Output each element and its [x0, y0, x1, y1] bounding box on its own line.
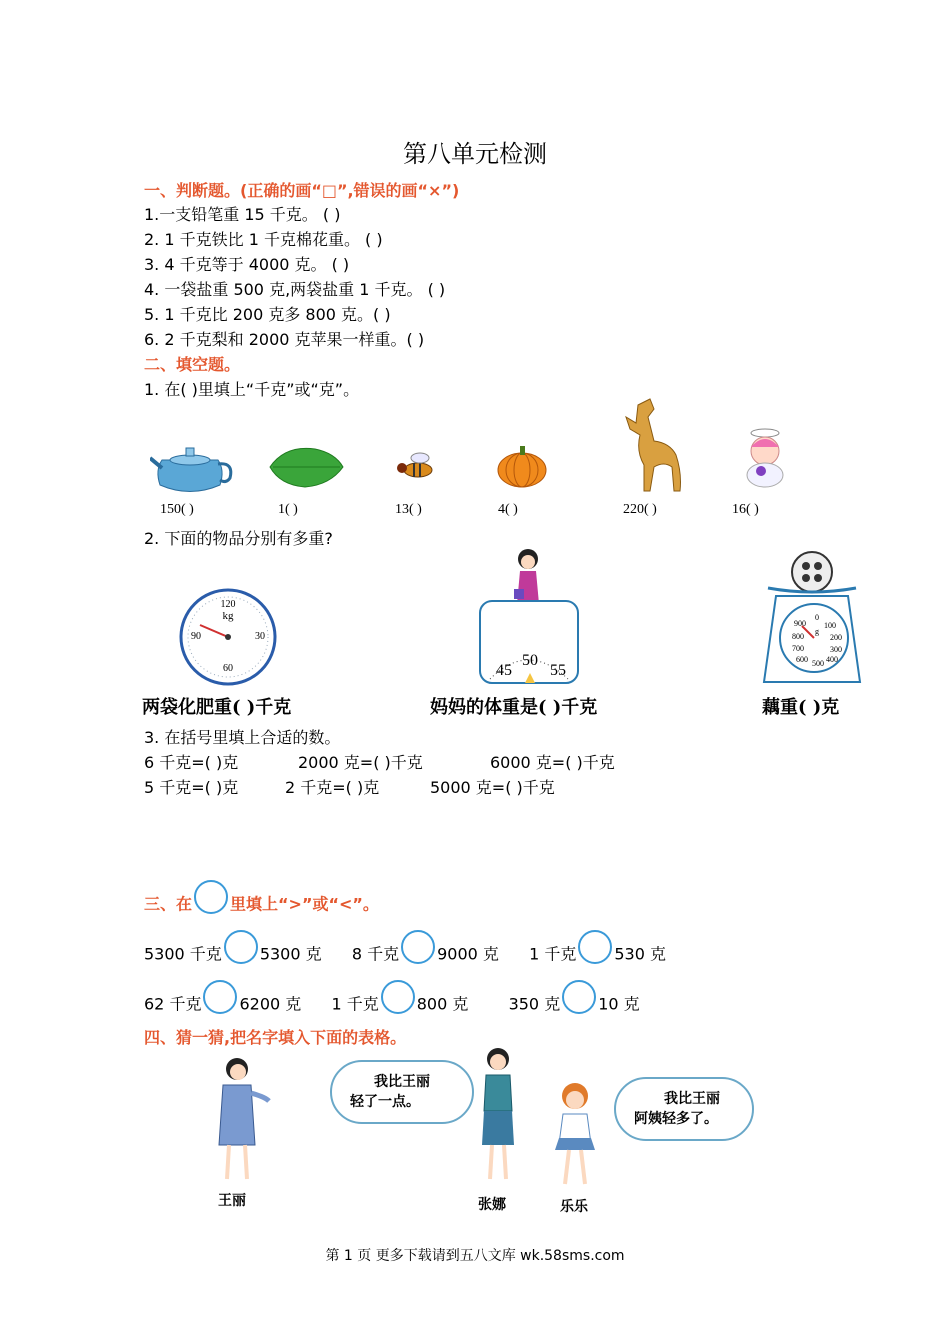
s3-heading-a: 三、在 [144, 894, 193, 914]
dial3-600: 600 [796, 655, 808, 664]
baby-icon [735, 425, 795, 490]
item-horse-label: 220( ) [623, 502, 657, 517]
s3-heading-b: 里填上“>”或“<”。 [230, 894, 379, 914]
kg-dial-scale [178, 587, 278, 687]
s1-item-2: 2. 1 千克铁比 1 千克棉花重。 ( ) [144, 230, 383, 249]
dial3-100: 100 [824, 621, 836, 630]
conv-2-2: 2 千克=( )克 [285, 778, 380, 797]
conv-1-1: 6 千克=( )克 [144, 753, 239, 772]
item-pumpkin-label: 4( ) [498, 502, 518, 517]
bee-icon [390, 448, 440, 488]
cmp-2-3-right: 10 克 [598, 994, 640, 1014]
s1-item-1: 1.一支铅笔重 15 千克。 ( ) [144, 205, 341, 224]
section2-heading: 二、填空题。 [144, 355, 241, 374]
dial3-700: 700 [792, 644, 804, 653]
lele-figure-icon [545, 1080, 605, 1190]
cmp-2-3-left: 350 克 [508, 994, 561, 1014]
kitchen-scale [762, 548, 864, 686]
dial3-300: 300 [830, 645, 842, 654]
pumpkin-icon [495, 440, 550, 490]
conv-1-3: 6000 克=( )千克 [490, 753, 615, 772]
scale3-caption: 藕重( )克 [762, 697, 840, 718]
answer-circle[interactable] [401, 930, 435, 964]
cmp-1-2-right: 9000 克 [437, 944, 499, 964]
dial3-g: g [815, 627, 819, 636]
name-wangli: 王丽 [218, 1193, 246, 1209]
dial2-55: 55 [550, 662, 566, 679]
dial1-120: 120 [220, 599, 236, 610]
conv-2-3: 5000 克=( )千克 [430, 778, 555, 797]
compare-row-1 [144, 938, 666, 972]
speech-bubble-zhangna [330, 1060, 474, 1124]
answer-circle[interactable] [203, 980, 237, 1014]
cmp-1-2-left: 8 千克 [351, 944, 400, 964]
cmp-2-2-right: 800 克 [416, 994, 469, 1014]
answer-circle[interactable] [578, 930, 612, 964]
bubble2-line2: 阿姨轻多了。 [634, 1111, 718, 1127]
answer-circle[interactable] [562, 980, 596, 1014]
compare-row-2 [144, 988, 640, 1022]
name-zhangna: 张娜 [478, 1197, 506, 1213]
dial3-400: 400 [826, 655, 838, 664]
dial3-200: 200 [830, 633, 842, 642]
section1-heading: 一、判断题。(正确的画“□”,错误的画“×”) [144, 181, 460, 200]
bubble1-line2: 轻了一点。 [350, 1094, 420, 1110]
speech-bubble-lele [614, 1077, 754, 1141]
conv-1-2: 2000 克=( )千克 [298, 753, 423, 772]
compare-circle-icon [194, 880, 228, 914]
dial1-30: 30 [255, 631, 265, 642]
horse-icon [610, 395, 690, 495]
s2-q3: 3. 在括号里填上合适的数。 [144, 728, 341, 747]
dial3-800: 800 [792, 632, 804, 641]
scale2-caption: 妈妈的体重是( )千克 [430, 697, 598, 718]
name-lele: 乐乐 [560, 1199, 588, 1215]
section4-heading: 四、猜一猜,把名字填入下面的表格。 [144, 1028, 407, 1047]
page-footer: 第 1 页 更多下载请到五八文库 wk.58sms.com [325, 1248, 625, 1264]
dial2-50: 50 [522, 652, 538, 669]
s2-q1: 1. 在( )里填上“千克”或“克”。 [144, 380, 360, 399]
dial1-90: 90 [191, 631, 201, 642]
page-title: 第八单元检测 [403, 140, 547, 168]
cmp-1-3-right: 530 克 [614, 944, 667, 964]
item-bee-label: 13( ) [395, 502, 422, 517]
item-leaf-label: 1( ) [278, 502, 298, 517]
zhangna-figure-icon [470, 1045, 530, 1185]
conv-2-1: 5 千克=( )克 [144, 778, 239, 797]
dial1-unit: kg [222, 610, 234, 622]
s1-item-3: 3. 4 千克等于 4000 克。 ( ) [144, 255, 350, 274]
cmp-1-1-left: 5300 千克 [144, 944, 222, 964]
section3-heading [144, 888, 379, 922]
answer-circle[interactable] [381, 980, 415, 1014]
dial3-500: 500 [812, 659, 824, 668]
wangli-figure-icon [205, 1055, 275, 1185]
answer-circle[interactable] [224, 930, 258, 964]
dial1-60: 60 [223, 663, 233, 674]
bubble1-line1: 我比王丽 [374, 1074, 430, 1090]
cmp-1-1-right: 5300 克 [259, 944, 322, 964]
cmp-2-1-left: 62 千克 [144, 994, 202, 1014]
dial3-0: 0 [815, 613, 819, 622]
bubble2-line1: 我比王丽 [664, 1091, 720, 1107]
item-baby-label: 16( ) [732, 502, 759, 517]
s1-item-5: 5. 1 千克比 200 克多 800 克。( ) [144, 305, 391, 324]
leaf-icon [265, 445, 345, 490]
s1-item-6: 6. 2 千克梨和 2000 克苹果一样重。( ) [144, 330, 425, 349]
item-teapot-label: 150( ) [160, 502, 194, 517]
cmp-2-2-left: 1 千克 [331, 994, 379, 1014]
dial3-900: 900 [794, 619, 806, 628]
dial2-45: 45 [496, 662, 512, 679]
s1-item-4: 4. 一袋盐重 500 克,两袋盐重 1 千克。 ( ) [144, 280, 446, 299]
cmp-2-1-right: 6200 克 [239, 994, 302, 1014]
s2-q2: 2. 下面的物品分别有多重? [144, 529, 333, 548]
scale1-caption: 两袋化肥重( )千克 [142, 697, 292, 718]
teapot-icon [150, 440, 240, 500]
cmp-1-3-left: 1 千克 [529, 944, 577, 964]
body-scale [478, 545, 580, 685]
